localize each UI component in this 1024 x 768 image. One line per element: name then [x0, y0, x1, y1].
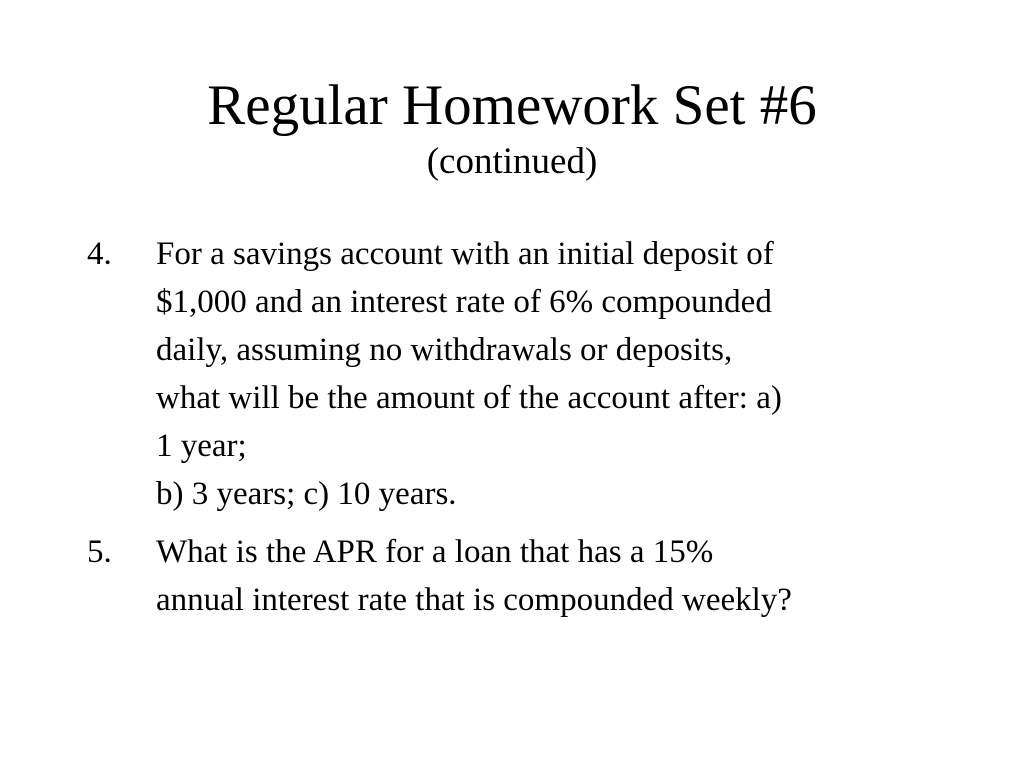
item-line: annual interest rate that is compounded weekly?: [156, 582, 792, 618]
homework-list: [87, 230, 947, 634]
item-line: $1,000 and an interest rate of 6% compounded: [156, 284, 772, 320]
item-line: What is the APR for a loan that has a 15%: [156, 534, 714, 570]
item-text: [156, 528, 947, 624]
item-line: For a savings account with an initial deposit of: [156, 236, 774, 272]
title-block: [0, 72, 1024, 184]
item-line: 1 year;: [156, 428, 247, 464]
item-number: 5.: [87, 534, 112, 570]
item-line: b) 3 years; c) 10 years.: [156, 476, 457, 512]
page-title: Regular Homework Set #6: [207, 74, 817, 137]
list-item-5: [87, 528, 947, 624]
item-number: 4.: [87, 236, 112, 272]
item-text: [156, 230, 947, 518]
item-line: what will be the amount of the account after: a): [156, 380, 782, 416]
list-item-4: [87, 230, 947, 518]
item-line: daily, assuming no withdrawals or deposits,: [156, 332, 733, 368]
page-subtitle: (continued): [426, 141, 598, 182]
